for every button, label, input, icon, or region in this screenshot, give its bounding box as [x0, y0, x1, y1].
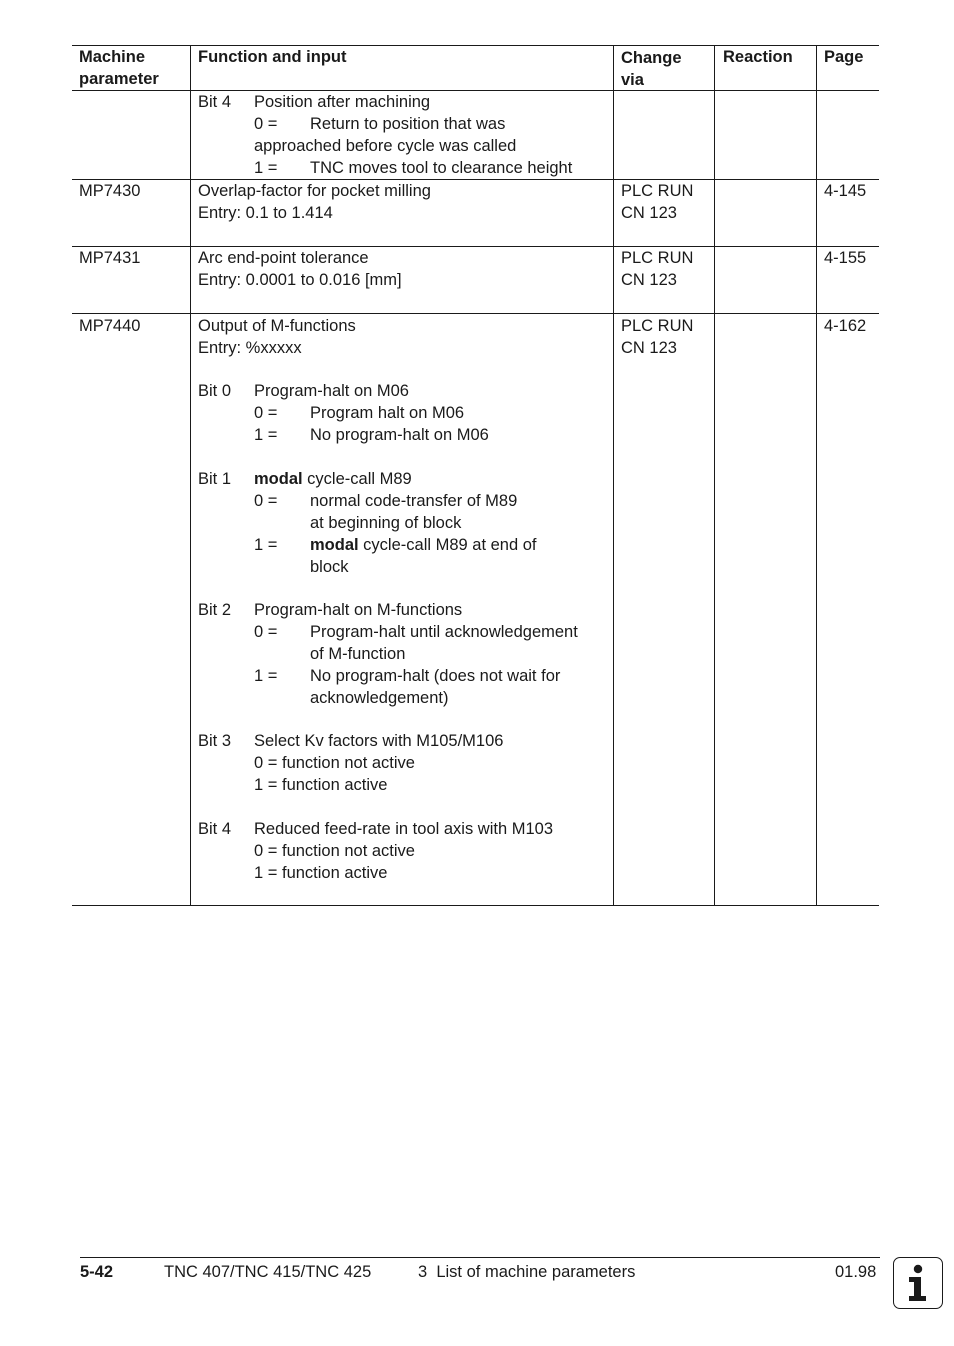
- column-divider: [613, 45, 614, 906]
- bit-label: Bit 4: [198, 93, 232, 111]
- change-via: PLC RUN: [621, 182, 694, 200]
- bit-title: Reduced feed-rate in tool axis with M103: [254, 820, 553, 838]
- option-text-continued: at beginning of block: [310, 514, 462, 532]
- header-bottom-rule: [72, 90, 879, 91]
- column-divider: [190, 45, 191, 906]
- bit-title: modal cycle-call M89: [254, 470, 412, 488]
- option-text: normal code-transfer of M89: [310, 492, 518, 510]
- change-via: CN 123: [621, 339, 677, 357]
- header-function-input: Function and input: [198, 48, 347, 66]
- parameter-id: MP7440: [79, 317, 141, 335]
- option-key: 1 =: [254, 667, 278, 685]
- option-text-continued: acknowledgement): [310, 689, 449, 707]
- bit-title: Program-halt on M-functions: [254, 601, 463, 619]
- option-text: TNC moves tool to clearance height: [310, 159, 573, 177]
- option-text: Program halt on M06: [310, 404, 465, 422]
- footer-date: 01.98: [835, 1263, 877, 1281]
- info-icon: [893, 1257, 943, 1309]
- option-key: 1 =: [254, 536, 278, 554]
- column-divider: [816, 45, 817, 906]
- bit-title: Position after machining: [254, 93, 431, 111]
- bit-label: Bit 3: [198, 732, 232, 750]
- bit-title: Select Kv factors with M105/M106: [254, 732, 504, 750]
- bit-label: Bit 0: [198, 382, 232, 400]
- entry-range: Entry: %xxxxx: [198, 339, 302, 357]
- bold-term: modal: [254, 470, 303, 488]
- option-key: 0 =: [254, 115, 278, 133]
- option-key: 1 =: [254, 159, 278, 177]
- column-divider: [714, 45, 715, 906]
- table-bottom-rule: [72, 905, 879, 906]
- row-divider: [72, 246, 879, 247]
- option-text: Program-halt until acknowledgement: [310, 623, 578, 641]
- function-text: Output of M-functions: [198, 317, 356, 335]
- option-key: 1 =: [254, 426, 278, 444]
- footer-product: TNC 407/TNC 415/TNC 425: [164, 1263, 372, 1281]
- parameter-id: MP7430: [79, 182, 141, 200]
- info-glyph-icon: [894, 1258, 941, 1307]
- option-text: 1 = function active: [254, 864, 388, 882]
- entry-range: Entry: 0.0001 to 0.016 [mm]: [198, 271, 402, 289]
- bit-title: Program-halt on M06: [254, 382, 409, 400]
- header-page: Page: [824, 48, 864, 66]
- change-via: CN 123: [621, 204, 677, 222]
- change-via: PLC RUN: [621, 249, 694, 267]
- footer-rule: [80, 1257, 880, 1258]
- header-change-via: Change via: [621, 49, 682, 89]
- option-text-continued: block: [310, 558, 349, 576]
- option-text: 1 = function active: [254, 776, 388, 794]
- option-text: Return to position that was: [310, 115, 506, 133]
- page-ref: 4-145: [824, 182, 867, 200]
- bit-label: Bit 4: [198, 820, 232, 838]
- row-divider: [72, 313, 879, 314]
- option-text-continued: approached before cycle was called: [254, 137, 517, 155]
- change-via: CN 123: [621, 271, 677, 289]
- option-text: modal cycle-call M89 at end of: [310, 536, 537, 554]
- option-key: 0 =: [254, 623, 278, 641]
- parameter-id: MP7431: [79, 249, 141, 267]
- entry-range: Entry: 0.1 to 1.414: [198, 204, 333, 222]
- function-text: Overlap-factor for pocket milling: [198, 182, 431, 200]
- bit-label: Bit 1: [198, 470, 232, 488]
- option-text: 0 = function not active: [254, 842, 415, 860]
- change-via: PLC RUN: [621, 317, 694, 335]
- footer-page-number: 5-42: [80, 1263, 114, 1281]
- bold-term: modal: [310, 536, 359, 554]
- option-text-continued: of M-function: [310, 645, 406, 663]
- page-ref: 4-155: [824, 249, 867, 267]
- footer-chapter: 3 List of machine parameters: [418, 1263, 636, 1281]
- bit-label: Bit 2: [198, 601, 232, 619]
- option-key: 0 =: [254, 492, 278, 510]
- header-reaction: Reaction: [723, 48, 793, 66]
- page-ref: 4-162: [824, 317, 867, 335]
- option-text: No program-halt (does not wait for: [310, 667, 561, 685]
- function-text: Arc end-point tolerance: [198, 249, 369, 267]
- option-text: No program-halt on M06: [310, 426, 489, 444]
- row-divider: [72, 179, 879, 180]
- option-text: 0 = function not active: [254, 754, 415, 772]
- option-key: 0 =: [254, 404, 278, 422]
- header-machine-parameter: Machine parameter: [79, 48, 159, 88]
